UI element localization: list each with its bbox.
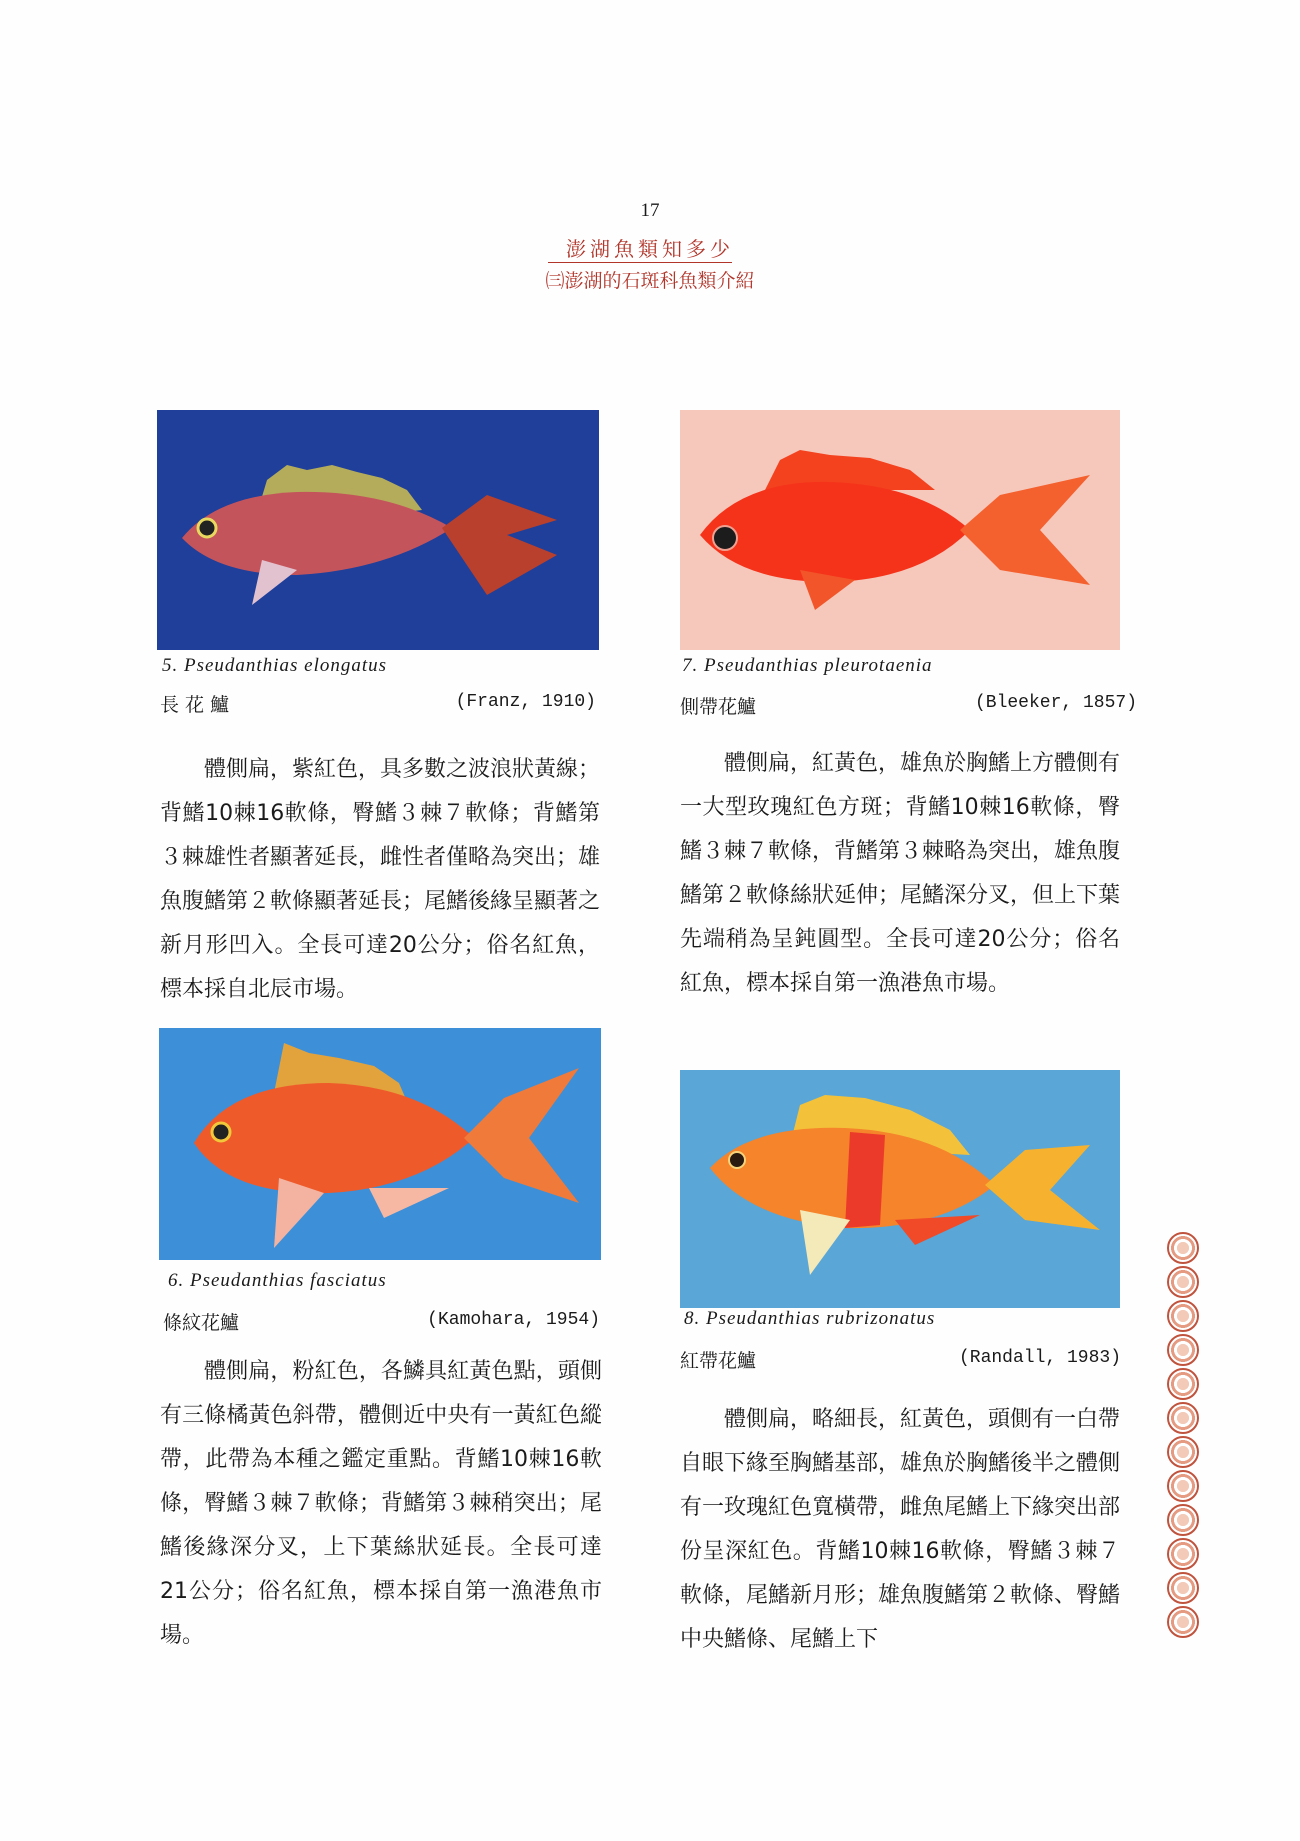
seal-icon	[1167, 1402, 1199, 1434]
seal-icon	[1167, 1368, 1199, 1400]
fish-eye	[713, 526, 737, 550]
seal-icon	[1167, 1470, 1199, 1502]
species-latin-name: 5. Pseudanthias elongatus	[162, 655, 388, 676]
species-author: (Randall, 1983)	[958, 1348, 1121, 1368]
red-crossband	[845, 1132, 885, 1228]
species-chinese-name: 長 花 鱸	[160, 694, 230, 716]
species-description: 體側扁，粉紅色，各鱗具紅黃色點，頭側有三條橘黃色斜帶，體側近中央有一黃紅色縱帶，此帶為本種之鑑定重點。背鰭10棘16軟條，臀鰭３棘７軟條；背鰭第３棘稍突出；尾鰭後緣深分叉，上下葉絲狀延長。全長可達21公分；俗名紅魚，標本採自第一漁港魚市場。	[160, 1359, 602, 1648]
species-chinese-name: 側帶花鱸	[680, 696, 757, 718]
seal-icon	[1167, 1300, 1199, 1332]
seal-icon	[1167, 1266, 1199, 1298]
fish-eye	[198, 519, 216, 537]
species-description: 體側扁，略細長，紅黃色，頭側有一白帶自眼下緣至胸鰭基部，雄魚於胸鰭後半之體側有一玫瑰紅色寬橫帶，雌魚尾鰭上下緣突出部份呈深紅色。背鰭10棘16軟條，臀鰭３棘７軟條，尾鰭新月形；雄魚腹鰭第２軟條、臀鰭中央鰭條、尾鰭上下	[680, 1407, 1121, 1652]
species-latin-name: 6. Pseudanthias fasciatus	[168, 1270, 387, 1291]
fish-photo-pseudanthias-pleurotaenia	[680, 410, 1120, 650]
seal-icon	[1167, 1334, 1199, 1366]
seal-icon	[1167, 1436, 1199, 1468]
fish-photo-pseudanthias-fasciatus	[159, 1028, 601, 1260]
species-chinese-name: 條紋花鱸	[163, 1312, 240, 1334]
species-latin-name: 8. Pseudanthias rubrizonatus	[684, 1308, 936, 1329]
fish-photo-pseudanthias-rubrizonatus	[680, 1070, 1120, 1308]
seal-icon	[1167, 1538, 1199, 1570]
chapter-title: ㈢澎湖的石斑科魚類介紹	[545, 270, 755, 292]
book-title: 澎湖魚類知多少	[566, 237, 734, 261]
species-chinese-name: 紅帶花鱸	[680, 1350, 757, 1372]
title-divider	[548, 262, 732, 263]
seal-icon	[1167, 1572, 1199, 1604]
fish-photo-pseudanthias-elongatus	[157, 410, 599, 650]
species-author: (Bleeker, 1857)	[974, 693, 1137, 713]
species-author: (Franz, 1910)	[455, 692, 596, 712]
seal-icon	[1167, 1606, 1199, 1638]
species-author: (Kamohara, 1954)	[427, 1310, 600, 1330]
seal-icon	[1167, 1232, 1199, 1264]
species-description: 體側扁，紅黃色，雄魚於胸鰭上方體側有一大型玫瑰紅色方斑；背鰭10棘16軟條，臀鰭３棘７軟條，背鰭第３棘略為突出，雄魚腹鰭第２軟條絲狀延伸；尾鰭深分叉，但上下葉先端稍為呈鈍圓型。全長可達20公分；俗名紅魚，標本採自第一漁港魚市場。	[680, 751, 1121, 996]
species-latin-name: 7. Pseudanthias pleurotaenia	[682, 655, 933, 676]
fish-eye	[729, 1152, 745, 1168]
species-description: 體側扁，紫紅色，具多數之波浪狀黃線；背鰭10棘16軟條，臀鰭３棘７軟條；背鰭第３棘雄性者顯著延長，雌性者僅略為突出；雄魚腹鰭第２軟條顯著延長；尾鰭後緣呈顯著之新月形凹入。全長可達20公分；俗名紅魚，標本採自北辰市場。	[160, 757, 601, 1002]
decorative-seal-column	[1158, 1232, 1208, 1640]
seal-icon	[1167, 1504, 1199, 1536]
page-number: 17	[640, 200, 660, 221]
fish-eye	[212, 1123, 230, 1141]
